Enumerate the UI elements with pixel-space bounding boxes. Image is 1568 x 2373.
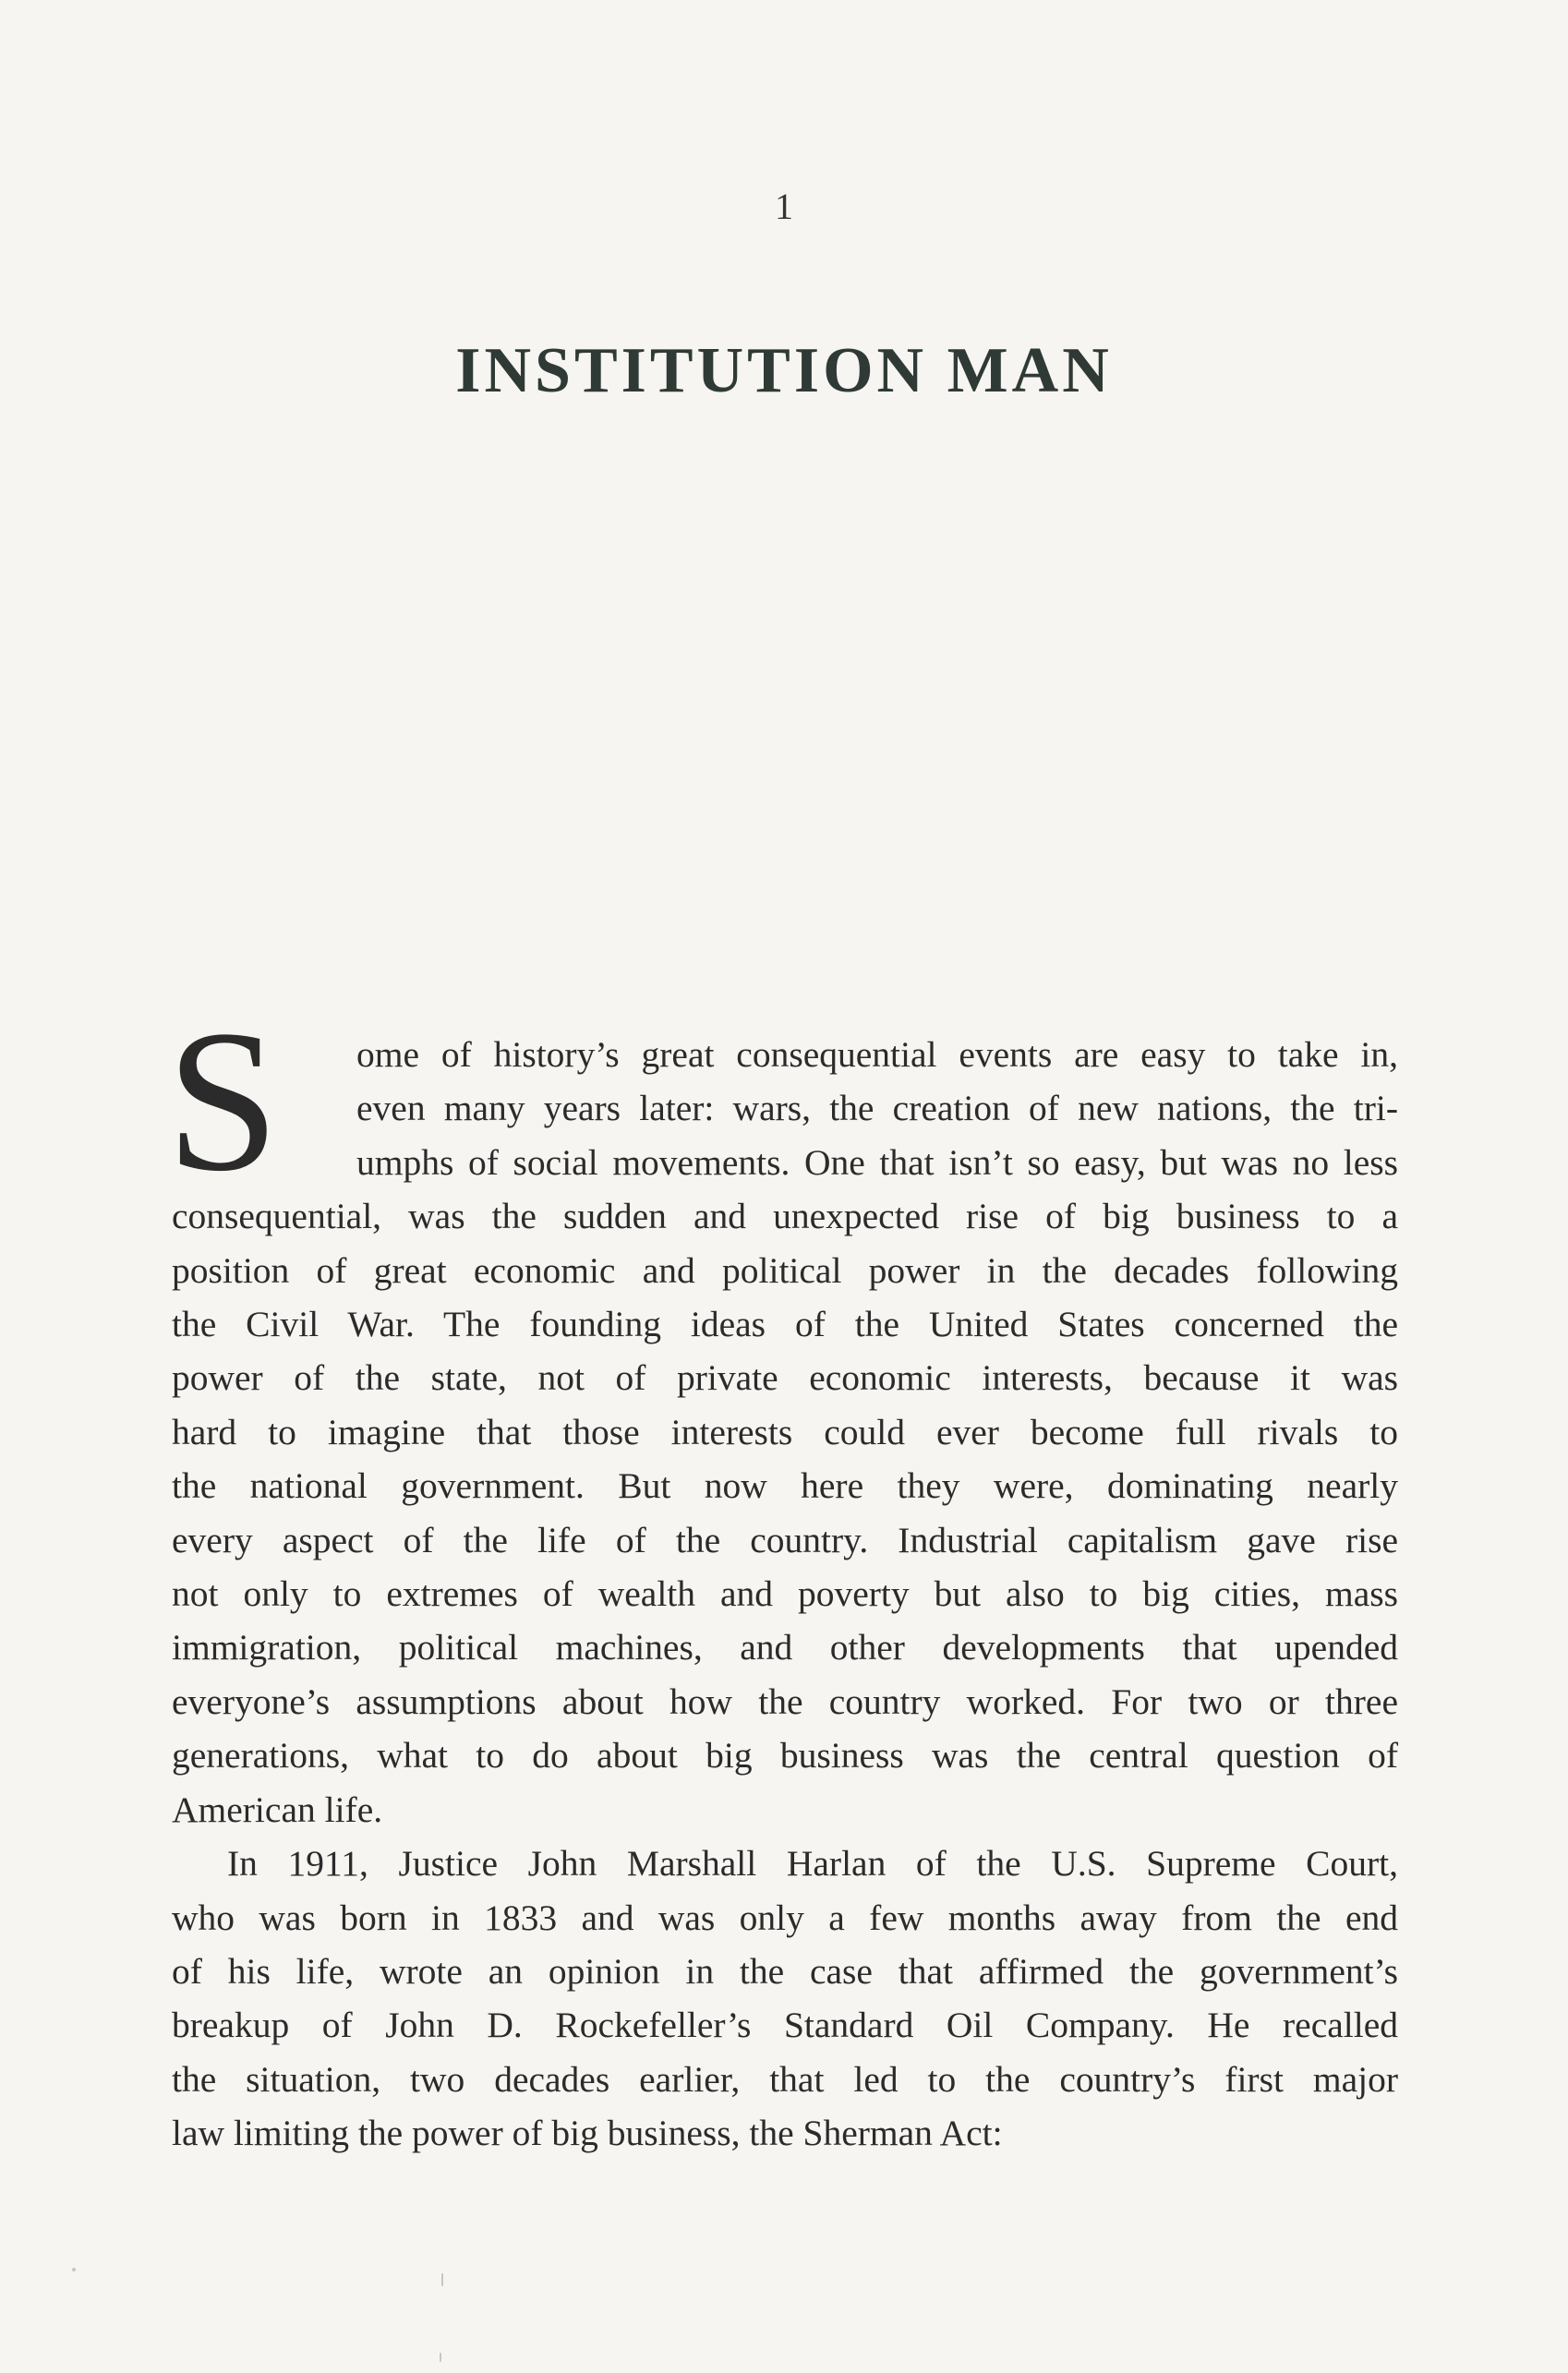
text-line: who was born in 1833 and was only a few months away from the end (172, 1897, 1398, 1938)
text-line: position of great economic and political power in the decades following (172, 1249, 1398, 1291)
paragraph-2 (172, 1837, 1398, 2160)
text-line: umphs of social movements. One that isn’t so easy, but was no less (356, 1141, 1398, 1183)
scan-speck (440, 2353, 441, 2362)
text-line: breakup of John D. Rockefeller’s Standard Oil Company. He recalled (172, 2005, 1398, 2046)
text-line: ome of history’s great consequential events are easy to take in, (356, 1034, 1398, 1075)
text-line: In 1911, Justice John Marshall Harlan of the U.S. Supreme Court, (227, 1843, 1398, 1885)
text-line: even many years later: wars, the creation of new nations, the tri- (356, 1088, 1398, 1129)
text-line: generations, what to do about big business was the central question of (172, 1735, 1398, 1777)
text-line: power of the state, not of private economic interests, because it was (172, 1357, 1398, 1399)
chapter-body (166, 988, 1398, 2161)
text-line: every aspect of the life of the country. Industrial capitalism gave rise (172, 1519, 1398, 1560)
paragraph-1 (172, 1028, 1398, 1837)
text-line: everyone’s assumptions about how the country worked. For two or three (172, 1680, 1398, 1722)
text-line: the national government. But now here they were, dominating nearly (172, 1465, 1398, 1507)
text-line: immigration, political machines, and other developments that upended (172, 1627, 1398, 1668)
text-line: of his life, wrote an opinion in the case that affirmed the government’s (172, 1950, 1398, 1992)
text-line: law limiting the power of big business, the Sherman Act: (172, 2113, 1003, 2154)
scan-speck (441, 2273, 443, 2286)
drop-cap: S (166, 988, 280, 1213)
text-line: hard to imagine that those interests could ever become full rivals to (172, 1411, 1398, 1452)
text-line: not only to extremes of wealth and poverty but also to big cities, mass (172, 1573, 1398, 1615)
scan-speck (72, 2268, 76, 2271)
chapter-number: 1 (775, 186, 793, 227)
text-line: the Civil War. The founding ideas of the United States concerned the (172, 1304, 1398, 1345)
text-line: the situation, two decades earlier, that led to the country’s first major (172, 2058, 1398, 2100)
chapter-title: INSTITUTION MAN (455, 335, 1113, 406)
text-line: American life. (172, 1789, 383, 1830)
text-line: consequential, was the sudden and unexpected rise of big business to a (172, 1196, 1398, 1237)
